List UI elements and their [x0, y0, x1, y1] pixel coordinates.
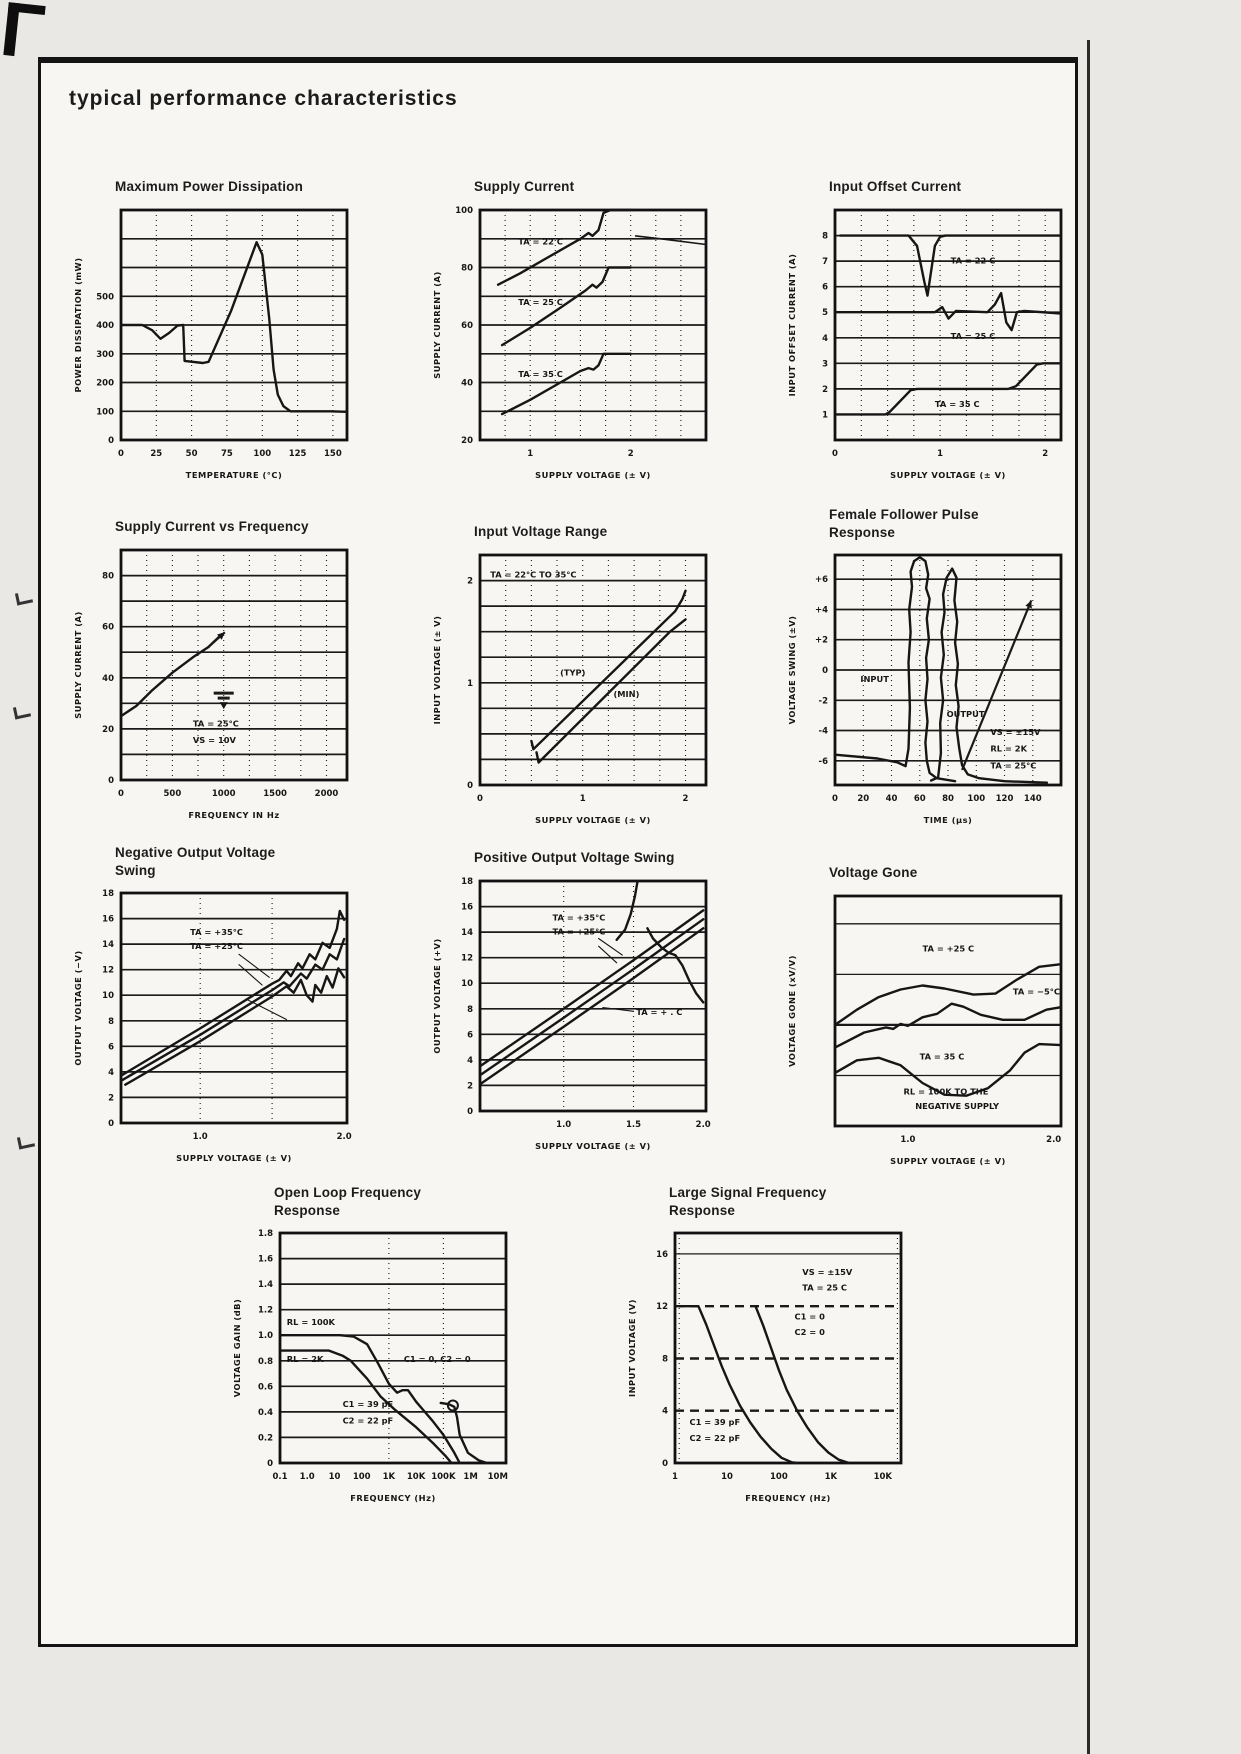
svg-text:0: 0 — [832, 794, 838, 805]
svg-text:0: 0 — [118, 788, 124, 799]
chart-grid — [121, 210, 347, 440]
svg-text:1: 1 — [937, 448, 944, 459]
svg-text:1: 1 — [672, 1472, 678, 1483]
svg-text:1.4: 1.4 — [257, 1280, 273, 1291]
svg-text:TA = 22°C TO 35°C: TA = 22°C TO 35°C — [490, 569, 577, 580]
svg-text:0: 0 — [467, 1106, 473, 1117]
svg-text:VS = ±15V: VS = ±15V — [802, 1266, 853, 1277]
chart-canvas — [783, 198, 1075, 492]
chart-canvas-host — [783, 198, 1075, 492]
chart-canvas — [783, 543, 1075, 837]
chart-canvas — [69, 538, 361, 832]
svg-text:0: 0 — [108, 775, 114, 786]
chart-input-offset-current — [783, 178, 1075, 492]
svg-text:1: 1 — [579, 793, 586, 804]
svg-text:C1 = 39 pF: C1 = 39 pF — [342, 1398, 394, 1409]
svg-text:8: 8 — [662, 1354, 668, 1365]
svg-text:4: 4 — [662, 1406, 668, 1417]
svg-text:TA = 22 C: TA = 22 C — [518, 236, 563, 247]
svg-text:1.8: 1.8 — [257, 1229, 273, 1240]
svg-text:2: 2 — [822, 384, 828, 395]
svg-text:TA = + . C: TA = + . C — [636, 1006, 683, 1017]
svg-text:1.0: 1.0 — [192, 1132, 208, 1143]
svg-text:SUPPLY VOLTAGE (± V): SUPPLY VOLTAGE (± V) — [890, 469, 1006, 480]
svg-text:80: 80 — [461, 263, 473, 274]
scan-artifact — [15, 590, 33, 605]
svg-text:16: 16 — [656, 1249, 668, 1260]
chart-negative-output-voltage-swing — [69, 844, 361, 1175]
chart-grid — [480, 210, 706, 440]
svg-text:500: 500 — [163, 788, 182, 799]
svg-text:1: 1 — [467, 678, 473, 689]
svg-text:18: 18 — [102, 889, 114, 900]
svg-text:0.1: 0.1 — [272, 1472, 288, 1483]
svg-text:TA = 35 C: TA = 35 C — [919, 1050, 965, 1061]
datasheet-page — [38, 57, 1078, 1647]
svg-text:TA = 35 C: TA = 35 C — [934, 398, 980, 409]
scan-corner-mark — [3, 2, 45, 59]
svg-text:+4: +4 — [814, 605, 828, 616]
svg-text:INPUT: INPUT — [860, 674, 889, 685]
svg-text:4: 4 — [822, 333, 828, 344]
svg-text:RL = 100K TO THE: RL = 100K TO THE — [903, 1086, 989, 1097]
svg-text:-4: -4 — [818, 726, 828, 737]
svg-text:NEGATIVE SUPPLY: NEGATIVE SUPPLY — [915, 1100, 1000, 1111]
svg-text:1.0: 1.0 — [900, 1134, 916, 1145]
chart-title: Voltage Gone — [829, 865, 918, 880]
svg-text:60: 60 — [461, 320, 473, 331]
svg-text:TA = −5°C: TA = −5°C — [1012, 986, 1061, 997]
svg-text:0: 0 — [832, 448, 838, 459]
svg-text:6: 6 — [467, 1029, 473, 1040]
chart-canvas — [228, 1221, 520, 1515]
chart-title: Positive Output Voltage Swing — [474, 850, 675, 865]
chart-title: Input Voltage Range — [474, 524, 608, 539]
svg-text:FREQUENCY (Hz): FREQUENCY (Hz) — [745, 1493, 831, 1504]
svg-text:40: 40 — [885, 794, 898, 805]
chart-series — [531, 590, 685, 762]
svg-text:1.2: 1.2 — [257, 1305, 273, 1316]
svg-text:TA = +25°C: TA = +25°C — [552, 926, 606, 937]
svg-text:VOLTAGE SWING (±V): VOLTAGE SWING (±V) — [787, 615, 797, 725]
svg-text:TA = +25 C: TA = +25 C — [922, 943, 975, 954]
svg-text:2.0: 2.0 — [695, 1119, 711, 1130]
svg-text:25: 25 — [150, 448, 163, 459]
svg-text:2: 2 — [1042, 448, 1049, 459]
svg-text:TA = 35 C: TA = 35 C — [518, 368, 563, 379]
svg-text:16: 16 — [102, 914, 114, 925]
svg-text:4: 4 — [108, 1067, 114, 1078]
svg-text:8: 8 — [108, 1016, 114, 1027]
svg-text:500: 500 — [96, 291, 114, 302]
chart-voltage-follower-pulse-response — [783, 506, 1075, 837]
svg-text:2.0: 2.0 — [336, 1132, 352, 1143]
chart-max-power-dissipation — [69, 178, 361, 492]
svg-text:VS = 10V: VS = 10V — [192, 734, 236, 745]
chart-canvas — [783, 884, 1075, 1178]
svg-text:100: 100 — [96, 406, 114, 417]
svg-text:INPUT VOLTAGE (V): INPUT VOLTAGE (V) — [627, 1299, 637, 1398]
svg-text:20: 20 — [857, 794, 870, 805]
svg-text:3: 3 — [822, 358, 828, 369]
chart-labels — [787, 231, 1048, 479]
chart-canvas-host — [69, 538, 361, 832]
svg-text:100: 100 — [253, 448, 272, 459]
svg-text:12: 12 — [102, 965, 114, 976]
svg-text:200: 200 — [96, 378, 114, 389]
svg-text:0: 0 — [822, 666, 828, 677]
svg-text:6: 6 — [108, 1042, 114, 1053]
svg-text:SUPPLY VOLTAGE (± V): SUPPLY VOLTAGE (± V) — [890, 1155, 1006, 1166]
svg-text:40: 40 — [461, 378, 473, 389]
chart-canvas-host — [69, 881, 361, 1175]
svg-text:SUPPLY VOLTAGE (± V): SUPPLY VOLTAGE (± V) — [535, 469, 651, 480]
chart-canvas — [428, 869, 720, 1163]
svg-text:2: 2 — [627, 448, 634, 459]
chart-canvas-host — [783, 543, 1075, 837]
svg-text:6: 6 — [822, 282, 828, 293]
page-edge-line — [1087, 40, 1090, 1754]
svg-text:1.0: 1.0 — [299, 1472, 315, 1483]
svg-text:0: 0 — [108, 435, 114, 446]
chart-grid — [121, 550, 347, 780]
svg-text:10: 10 — [461, 978, 473, 989]
svg-text:8: 8 — [822, 231, 828, 242]
svg-text:2: 2 — [467, 1080, 473, 1091]
svg-text:1000: 1000 — [211, 788, 236, 799]
svg-text:OUTPUT VOLTAGE (−V): OUTPUT VOLTAGE (−V) — [73, 950, 83, 1066]
svg-text:1M: 1M — [463, 1472, 478, 1483]
chart-grid — [280, 1233, 506, 1463]
svg-text:60: 60 — [913, 794, 926, 805]
svg-text:0.6: 0.6 — [257, 1382, 273, 1393]
svg-text:14: 14 — [102, 940, 114, 951]
svg-text:C1 = 0, C2 = 0: C1 = 0, C2 = 0 — [403, 1354, 471, 1365]
chart-title: Supply Current — [474, 179, 575, 194]
chart-canvas-host — [783, 884, 1075, 1178]
svg-text:50: 50 — [185, 448, 198, 459]
svg-text:20: 20 — [461, 435, 473, 446]
chart-title: Supply Current vs Frequency — [115, 519, 309, 534]
chart-canvas-host — [428, 869, 720, 1163]
svg-text:FREQUENCY (Hz): FREQUENCY (Hz) — [350, 1493, 436, 1504]
svg-text:300: 300 — [96, 349, 114, 360]
chart-canvas — [428, 198, 720, 492]
svg-text:RL = 100K: RL = 100K — [286, 1317, 335, 1328]
chart-labels — [432, 569, 689, 825]
chart-grid — [675, 1233, 901, 1463]
svg-text:0.8: 0.8 — [257, 1356, 273, 1367]
ground-symbol-icon — [220, 702, 228, 709]
chart-canvas-host — [623, 1221, 915, 1515]
chart-grid — [480, 555, 706, 785]
svg-text:SUPPLY CURRENT (A): SUPPLY CURRENT (A) — [432, 270, 442, 379]
svg-text:10M: 10M — [487, 1472, 508, 1483]
page-title: typical performance characteristics — [69, 87, 458, 110]
svg-text:INPUT OFFSET CURRENT (A): INPUT OFFSET CURRENT (A) — [787, 253, 797, 396]
svg-text:2000: 2000 — [314, 788, 339, 799]
svg-text:TIME (µs): TIME (µs) — [923, 815, 973, 826]
svg-text:120: 120 — [995, 794, 1014, 805]
svg-text:12: 12 — [461, 953, 473, 964]
svg-text:VOLTAGE GONE (xV/V): VOLTAGE GONE (xV/V) — [787, 954, 797, 1067]
svg-text:100: 100 — [455, 205, 473, 216]
svg-text:18: 18 — [461, 876, 473, 887]
chart-labels — [627, 1250, 892, 1503]
svg-text:TA = 22 C: TA = 22 C — [950, 255, 996, 266]
svg-text:4: 4 — [467, 1055, 473, 1066]
svg-text:TA = 25 C: TA = 25 C — [802, 1282, 848, 1293]
svg-text:TA = 25 C: TA = 25 C — [950, 330, 996, 341]
svg-text:2: 2 — [467, 576, 473, 587]
svg-text:2: 2 — [108, 1093, 114, 1104]
chart-canvas — [623, 1221, 915, 1515]
svg-text:2.0: 2.0 — [1046, 1134, 1062, 1145]
svg-text:1.0: 1.0 — [556, 1119, 572, 1130]
svg-text:125: 125 — [288, 448, 307, 459]
svg-text:1.6: 1.6 — [257, 1254, 273, 1265]
svg-text:0: 0 — [467, 780, 473, 791]
svg-text:TEMPERATURE (°C): TEMPERATURE (°C) — [185, 469, 283, 480]
svg-text:14: 14 — [461, 927, 473, 938]
svg-text:TA = 25°C: TA = 25°C — [990, 760, 1037, 771]
svg-text:40: 40 — [102, 673, 114, 684]
chart-supply-current-vs-frequency — [69, 518, 361, 832]
chart-canvas — [428, 543, 720, 837]
svg-text:SUPPLY CURRENT (A): SUPPLY CURRENT (A) — [73, 610, 83, 719]
chart-title: Input Offset Current — [829, 179, 962, 194]
chart-labels — [73, 257, 342, 479]
svg-text:100: 100 — [967, 794, 986, 805]
svg-text:SUPPLY VOLTAGE (± V): SUPPLY VOLTAGE (± V) — [535, 1140, 651, 1151]
chart-input-voltage-range — [428, 523, 720, 837]
svg-text:0: 0 — [108, 1119, 114, 1130]
svg-text:TA = +25°C: TA = +25°C — [190, 941, 244, 952]
chart-series — [835, 235, 1061, 414]
svg-text:0.4: 0.4 — [257, 1407, 273, 1418]
svg-text:-6: -6 — [818, 756, 828, 767]
chart-canvas-host — [428, 198, 720, 492]
chart-title: Large Signal Frequency Response — [669, 1185, 827, 1218]
svg-text:TA = +35°C: TA = +35°C — [552, 912, 606, 923]
svg-text:75: 75 — [220, 448, 233, 459]
svg-text:C1 = 0: C1 = 0 — [794, 1311, 825, 1322]
svg-text:C1 = 39 pF: C1 = 39 pF — [689, 1417, 741, 1428]
svg-text:C2 = 0: C2 = 0 — [794, 1326, 825, 1337]
svg-text:0: 0 — [477, 793, 483, 804]
chart-title: Negative Output Voltage Swing — [115, 845, 276, 878]
svg-text:POWER DISSIPATION (mW): POWER DISSIPATION (mW) — [73, 257, 83, 393]
svg-text:1500: 1500 — [263, 788, 287, 799]
chart-canvas — [69, 881, 361, 1175]
chart-grid — [835, 555, 1061, 785]
svg-text:0.2: 0.2 — [257, 1433, 273, 1444]
chart-voltage-gain — [783, 864, 1075, 1178]
svg-text:80: 80 — [942, 794, 954, 805]
svg-text:TA = 25°C: TA = 25°C — [192, 717, 239, 728]
chart-open-loop-frequency-response — [228, 1184, 520, 1515]
chart-supply-current — [428, 178, 720, 492]
chart-canvas — [69, 198, 361, 492]
svg-text:5: 5 — [822, 307, 828, 318]
chart-labels — [73, 571, 338, 819]
svg-text:16: 16 — [461, 902, 473, 913]
svg-text:1.0: 1.0 — [257, 1331, 273, 1342]
svg-text:VS = ±15V: VS = ±15V — [990, 727, 1041, 738]
chart-positive-output-voltage-swing — [428, 849, 720, 1163]
svg-text:10: 10 — [721, 1472, 733, 1483]
svg-text:12: 12 — [656, 1302, 668, 1313]
svg-text:C2 = 22 pF: C2 = 22 pF — [342, 1415, 394, 1426]
svg-text:100: 100 — [770, 1472, 788, 1483]
svg-text:60: 60 — [102, 622, 114, 633]
svg-text:1: 1 — [527, 448, 534, 459]
svg-text:VOLTAGE GAIN (dB): VOLTAGE GAIN (dB) — [232, 1298, 242, 1398]
svg-text:2: 2 — [682, 793, 689, 804]
svg-text:10K: 10K — [406, 1472, 426, 1483]
svg-text:7: 7 — [822, 256, 828, 267]
svg-text:400: 400 — [96, 320, 114, 331]
svg-text:1: 1 — [822, 409, 828, 420]
svg-text:20: 20 — [102, 724, 114, 735]
svg-text:0: 0 — [267, 1459, 273, 1470]
svg-text:100K: 100K — [431, 1472, 456, 1483]
svg-text:1.5: 1.5 — [625, 1119, 642, 1130]
chart-canvas-host — [428, 543, 720, 837]
svg-text:+6: +6 — [814, 575, 828, 586]
chart-canvas-host — [228, 1221, 520, 1515]
scan-artifact — [17, 1134, 35, 1149]
svg-text:OUTPUT VOLTAGE (+V): OUTPUT VOLTAGE (+V) — [432, 937, 442, 1054]
svg-text:140: 140 — [1023, 794, 1042, 805]
svg-text:10: 10 — [102, 991, 114, 1002]
svg-text:OUTPUT: OUTPUT — [946, 708, 985, 719]
svg-text:+2: +2 — [814, 635, 828, 646]
svg-text:8: 8 — [467, 1004, 473, 1015]
chart-large-signal-frequency-response — [623, 1184, 915, 1515]
svg-text:TA = 25 C: TA = 25 C — [518, 296, 563, 307]
chart-title: Open Loop Frequency Response — [274, 1185, 422, 1218]
chart-title: Maximum Power Dissipation — [115, 179, 304, 194]
svg-text:100: 100 — [352, 1472, 371, 1483]
svg-text:INPUT VOLTAGE (± V): INPUT VOLTAGE (± V) — [432, 615, 442, 724]
svg-text:TA = +35°C: TA = +35°C — [190, 927, 244, 938]
scan-artifact — [13, 704, 31, 719]
chart-canvas-host — [69, 198, 361, 492]
svg-text:SUPPLY VOLTAGE (± V): SUPPLY VOLTAGE (± V) — [535, 814, 651, 825]
svg-text:10: 10 — [328, 1472, 341, 1483]
svg-text:1K: 1K — [824, 1472, 838, 1483]
svg-text:(TYP): (TYP) — [560, 667, 586, 678]
svg-text:RL = 2K: RL = 2K — [990, 743, 1028, 754]
svg-text:RL = 2K: RL = 2K — [286, 1354, 324, 1365]
chart-title: Female Follower Pulse Response — [829, 507, 979, 540]
svg-text:1K: 1K — [382, 1472, 396, 1483]
svg-text:SUPPLY VOLTAGE (± V): SUPPLY VOLTAGE (± V) — [176, 1153, 292, 1164]
svg-text:150: 150 — [324, 448, 342, 459]
svg-text:0: 0 — [118, 448, 124, 459]
svg-text:(MIN): (MIN) — [613, 688, 640, 699]
svg-text:10K: 10K — [873, 1472, 893, 1483]
svg-text:0: 0 — [662, 1459, 668, 1470]
svg-text:80: 80 — [102, 571, 114, 582]
svg-text:FREQUENCY IN Hz: FREQUENCY IN Hz — [188, 809, 280, 820]
svg-text:-2: -2 — [818, 696, 828, 707]
svg-text:C2 = 22 pF: C2 = 22 pF — [689, 1432, 741, 1443]
